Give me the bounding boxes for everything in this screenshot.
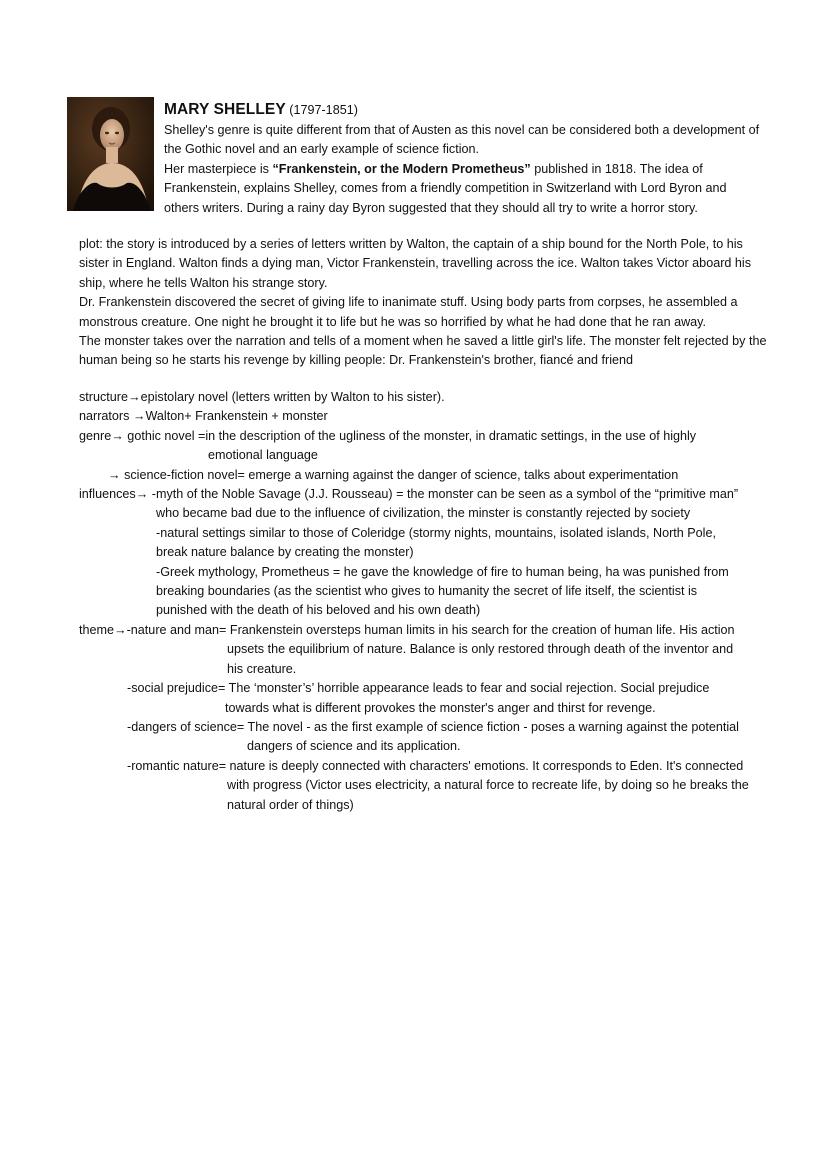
theme-science-cont: dangers of science and its application.: [247, 739, 461, 754]
influence-prometheus-cont-2: punished with the death of his beloved and his own death): [156, 603, 481, 618]
structure-line: structure→epistolary novel (letters written by Walton to his sister).: [79, 390, 445, 404]
plot-paragraph-1: plot: the story is introduced by a series of letters written by Walton, the captain of a ship bound for the North Pole, to his sister in England. Walton finds a dying man, Victor Frankenstein, travelling across the ice. Walton takes Victor aboard his ship, where he tells Walton his strange story.: [79, 237, 751, 290]
genre-block: [79, 427, 769, 466]
influence-rousseau-text: -myth of the Noble Savage (J.J. Rousseau) = the monster can be seen as a symbol of the “primitive man”: [148, 487, 739, 502]
masterpiece-suffix: published in 1818. The idea of Frankenstein, explains Shelley, comes from a friendly competition in Switzerland with Lord Byron and others writers. During a rainy day Byron suggested that they should all try to write a horror story.: [164, 161, 727, 215]
theme-label: theme→: [79, 622, 127, 637]
plot-paragraph-3: The monster takes over the narration and tells of a moment when he saved a little girl's life. The monster felt rejected by the human being so he starts his revenge by killing people: Dr. Frankenstein's brother, fiancé and friend: [79, 334, 767, 368]
genre-scifi: → science-fiction novel= emerge a warning against the danger of science, talks about experimentation: [108, 467, 679, 482]
theme-nature-text: -nature and man= Frankenstein oversteps human limits in his search for the creation of human life. His action: [126, 622, 735, 637]
theme-nature-cont-1: upsets the equilibrium of nature. Balance is only restored through death of the inventor and: [227, 642, 734, 657]
theme-block: [79, 621, 769, 815]
author-portrait: [67, 97, 154, 211]
theme-nature: [79, 623, 735, 637]
influence-prometheus-cont-1: breaking boundaries (as the scientist who gives to humanity the secret of life itself, the scientist is: [156, 584, 698, 599]
theme-science: -dangers of science= The novel - as the first example of science fiction - poses a warning against the potential: [127, 719, 739, 734]
intro-paragraph: Shelley's genre is quite different from that of Austen as this novel can be considered both a development of the Gothic novel and an early example of science fiction.: [164, 123, 760, 157]
masterpiece-paragraph: [164, 160, 764, 218]
notes-section: [79, 388, 769, 815]
theme-romantic-cont-1: with progress (Victor uses electricity, a natural force to recreate life, by doing so he breaks the: [227, 778, 749, 793]
influences-block: [79, 485, 769, 621]
author-header: [164, 99, 764, 218]
influence-coleridge: -natural settings similar to those of Coleridge (stormy nights, mountains, isolated islands, North Pole,: [156, 525, 716, 540]
narrators-line: narrators →Walton+ Frankenstein + monster: [79, 409, 328, 424]
theme-romantic-cont-2: natural order of things): [227, 797, 354, 812]
author-dates: (1797-1851): [289, 103, 358, 117]
theme-romantic: -romantic nature= nature is deeply connected with characters' emotions. It corresponds to Eden. It's connected: [127, 758, 744, 773]
theme-prejudice: -social prejudice= The ‘monster’s’ horrible appearance leads to fear and social rejection. Social prejudice: [127, 681, 710, 696]
influence-rousseau-cont: who became bad due to the influence of civilization, the minster is constantly rejected by society: [156, 506, 691, 521]
theme-nature-cont-2: his creature.: [227, 661, 297, 676]
genre-gothic: gothic novel =in the description of the ugliness of the monster, in dramatic settings, in the use of highly: [123, 428, 697, 443]
plot-paragraph-2: Dr. Frankenstein discovered the secret of giving life to inanimate stuff. Using body parts from corpses, he assembled a monstrous creature. One night he brought it to life but he was so horrified by what he had done that he ran away.: [79, 295, 738, 329]
author-title: [164, 99, 764, 121]
influence-prometheus: -Greek mythology, Prometheus = he gave the knowledge of fire to human being, ha was punished from: [156, 564, 729, 579]
genre-label: genre→: [79, 428, 124, 443]
theme-prejudice-cont: towards what is different provokes the monster's anger and thirst for revenge.: [225, 700, 656, 715]
plot-section: [79, 235, 769, 371]
author-name: MARY SHELLEY: [164, 101, 286, 118]
portrait-image: [67, 97, 154, 211]
influence-rousseau: [79, 485, 769, 504]
book-title: “Frankenstein, or the Modern Prometheus”: [272, 161, 531, 176]
masterpiece-prefix: Her masterpiece is: [164, 161, 273, 176]
genre-gothic-cont: emotional language: [208, 448, 318, 463]
influences-label: influences→: [79, 487, 149, 502]
influence-coleridge-cont: break nature balance by creating the monster): [156, 545, 414, 560]
